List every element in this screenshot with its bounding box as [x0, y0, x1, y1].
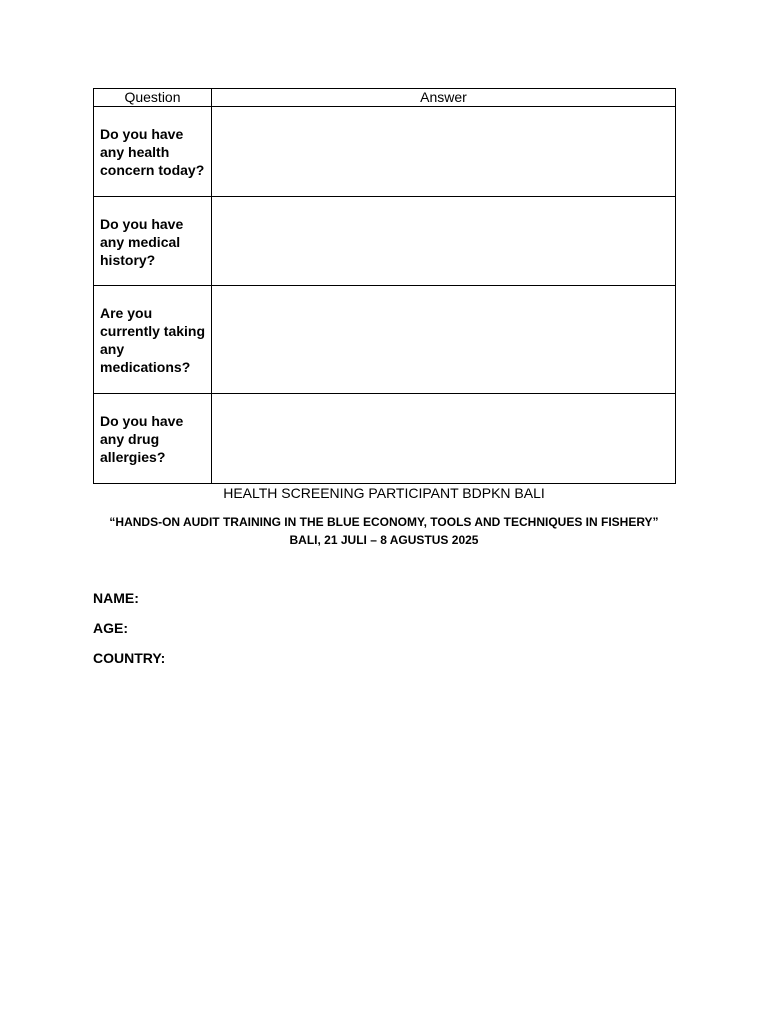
answer-column-header: Answer	[212, 89, 676, 107]
training-subtitle: “HANDS-ON AUDIT TRAINING IN THE BLUE ECONOMY, TOOLS AND TECHNIQUES IN FISHERY”	[109, 515, 659, 529]
table-row	[94, 107, 676, 197]
table-row	[94, 197, 676, 286]
screening-table	[93, 88, 676, 484]
table-row	[94, 394, 676, 484]
question-cell: Are you currently taking any medications?	[94, 286, 212, 394]
table-header-row	[94, 89, 676, 107]
answer-cell[interactable]	[212, 394, 676, 484]
answer-cell[interactable]	[212, 197, 676, 286]
answer-cell[interactable]	[212, 286, 676, 394]
answer-cell[interactable]	[212, 107, 676, 197]
document-title: HEALTH SCREENING PARTICIPANT BDPKN BALI	[223, 485, 545, 501]
location-dates: BALI, 21 JULI – 8 AGUSTUS 2025	[289, 533, 479, 547]
table-row	[94, 286, 676, 394]
question-cell: Do you have any drug allergies?	[94, 394, 212, 484]
question-cell: Do you have any medical history?	[94, 197, 212, 286]
question-column-header: Question	[94, 89, 212, 107]
question-cell: Do you have any health concern today?	[94, 107, 212, 197]
country-field-label: COUNTRY:	[93, 650, 166, 666]
name-field-label: NAME:	[93, 590, 139, 606]
age-field-label: AGE:	[93, 620, 128, 636]
